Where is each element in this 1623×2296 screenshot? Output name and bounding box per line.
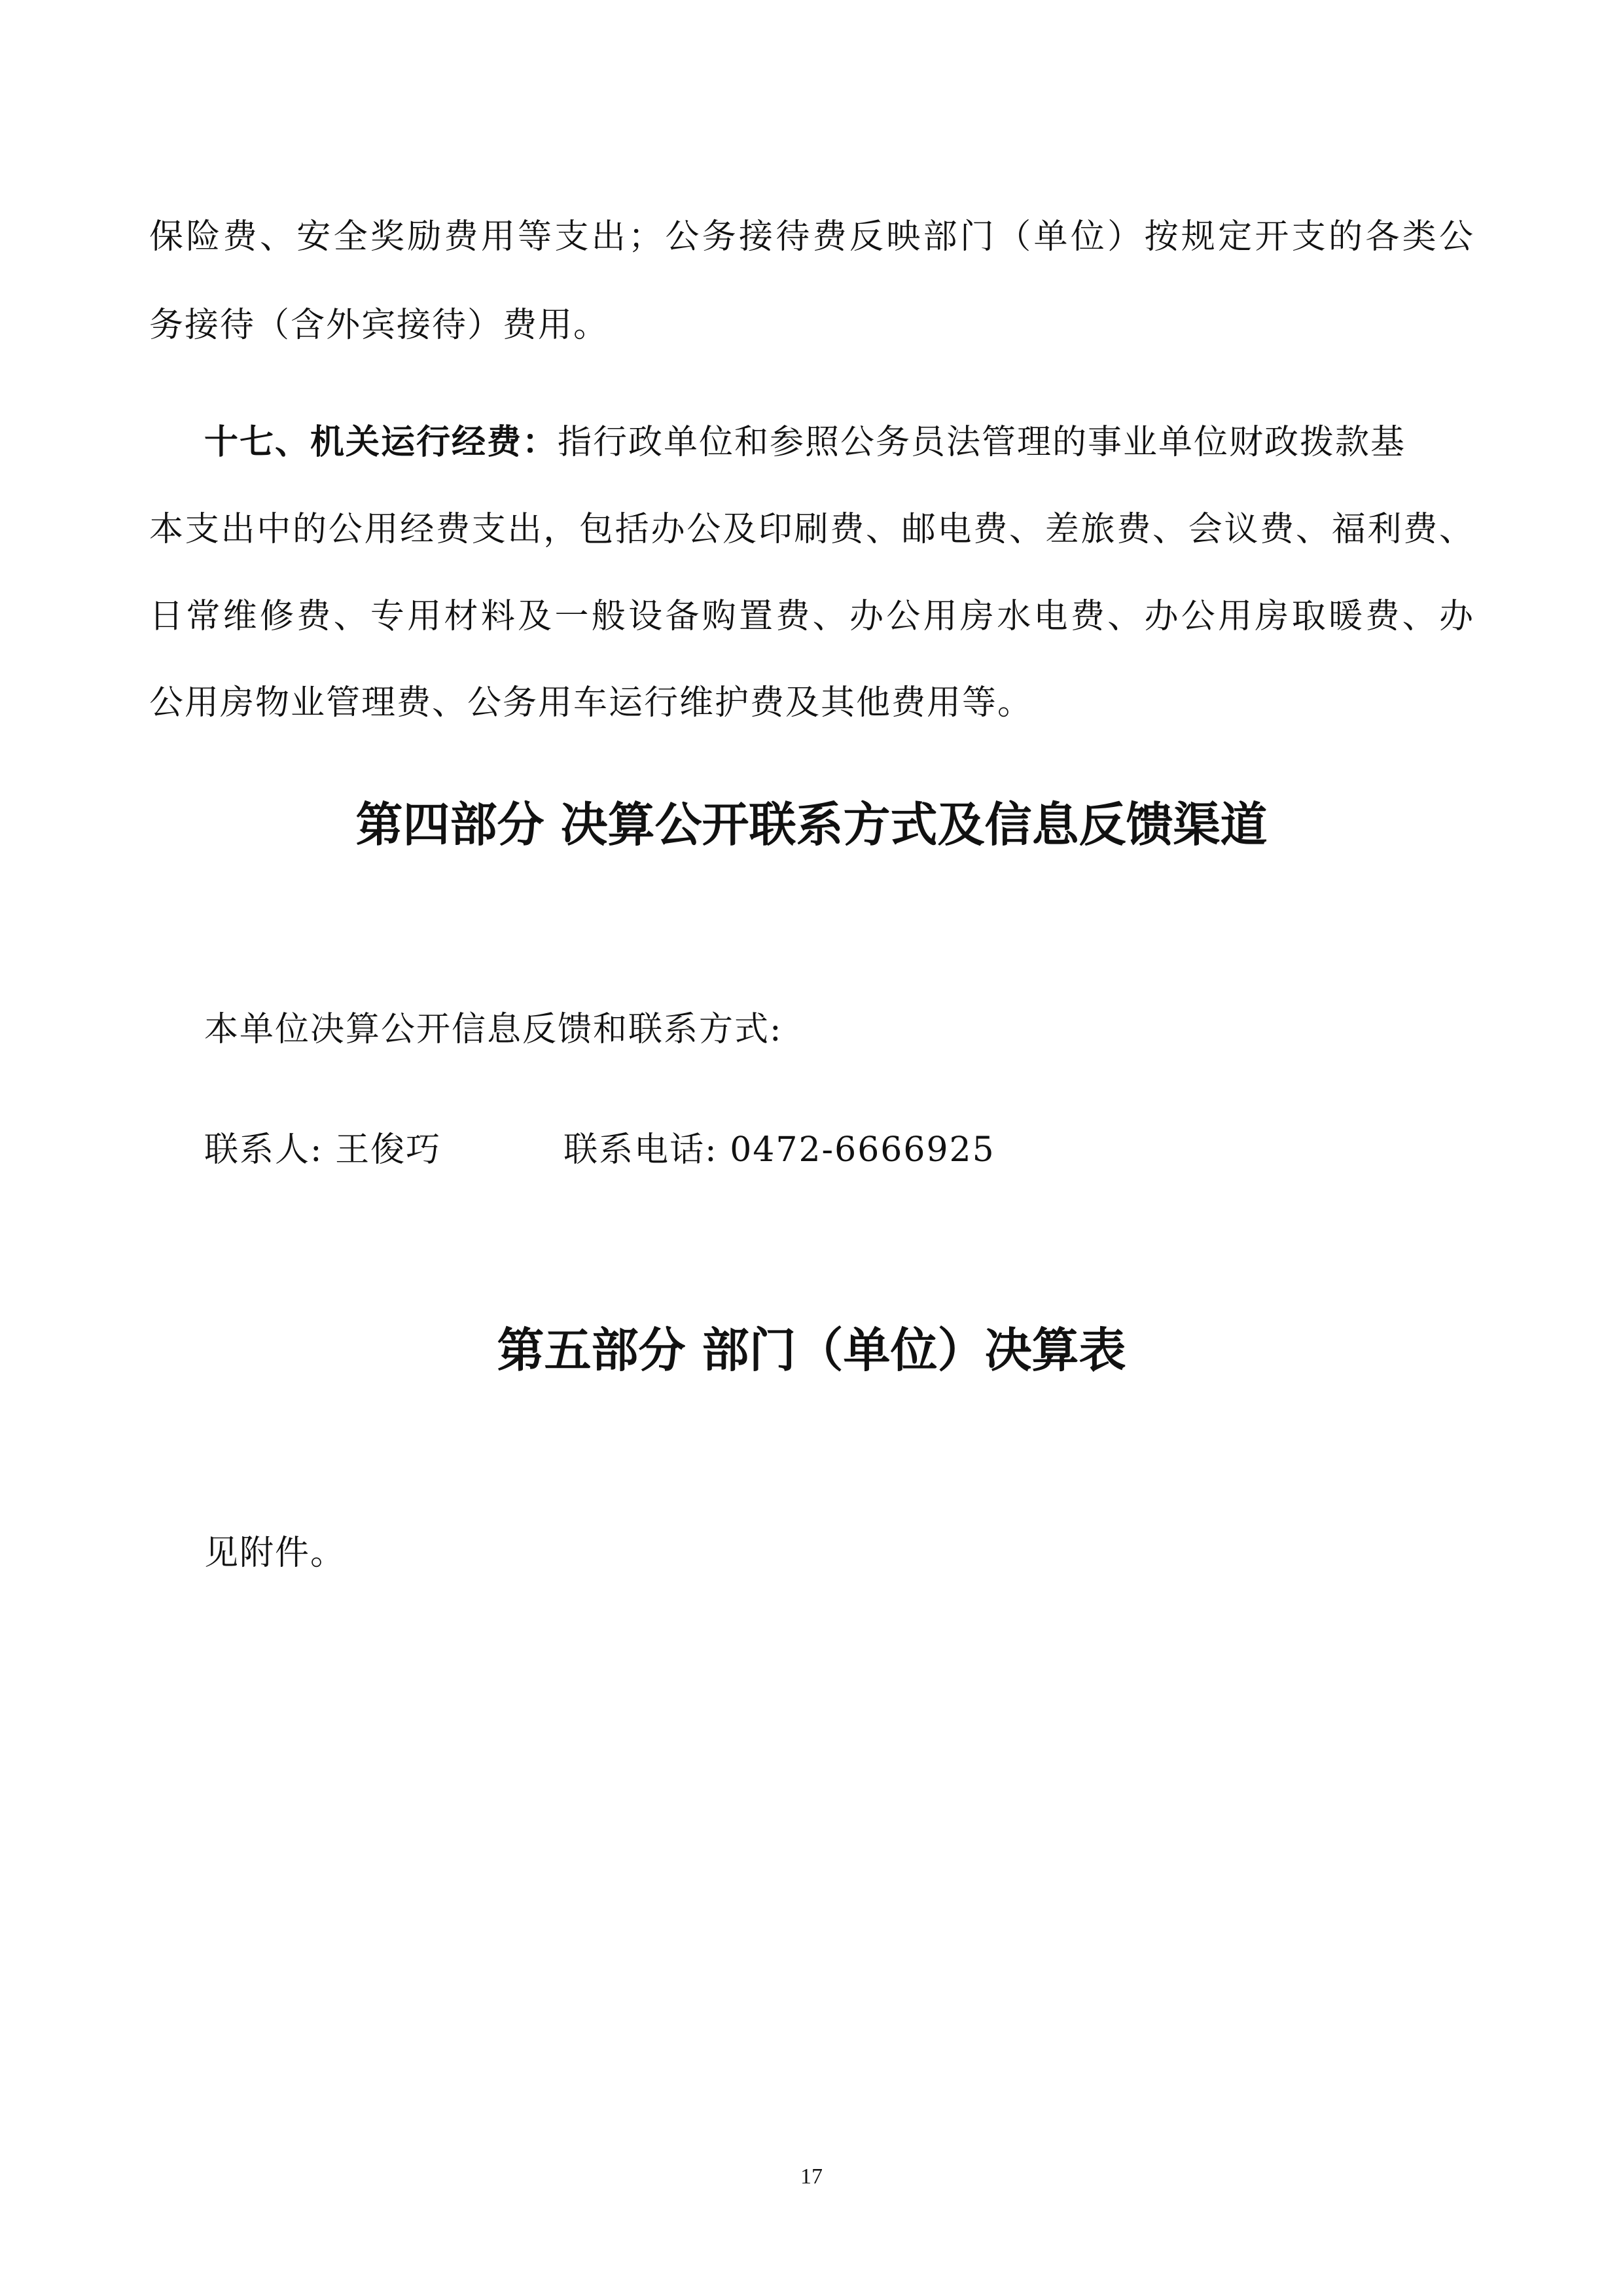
section-4-heading: 第四部分 决算公开联系方式及信息反馈渠道 — [355, 797, 1268, 852]
section-4-intro: 本单位决算公开信息反馈和联系方式: — [204, 1010, 783, 1049]
paragraph-2-title: 十七、机关运行经费： — [204, 422, 558, 462]
contact-line — [204, 1126, 995, 1174]
paragraph-2-line-2: 本支出中的公用经费支出，包括办公及印刷费、邮电费、差旅费、会议费、福利费、 — [149, 510, 1474, 549]
section-5-text: 见附件。 — [204, 1534, 346, 1573]
paragraph-2-line-1 — [204, 419, 1406, 466]
contact-phone-label: 联系电话: — [563, 1130, 718, 1170]
paragraph-1-line-2: 务接待（含外宾接待）费用。 — [149, 306, 609, 345]
contact-person-name: 王俊巧 — [335, 1130, 442, 1170]
section-5-heading: 第五部分 部门（单位）决算表 — [497, 1322, 1126, 1378]
paragraph-1-line-1: 保险费、安全奖励费用等支出；公务接待费反映部门（单位）按规定开支的各类公 — [149, 217, 1474, 257]
contact-phone-number: 0472-6666925 — [730, 1130, 995, 1170]
contact-person-label: 联系人: — [204, 1130, 323, 1170]
page-number: 17 — [800, 2164, 823, 2189]
paragraph-2-line-4: 公用房物业管理费、公务用车运行维护费及其他费用等。 — [149, 683, 1033, 723]
paragraph-2-line-3: 日常维修费、专用材料及一般设备购置费、办公用房水电费、办公用房取暖费、办 — [149, 597, 1474, 636]
paragraph-2-first-text: 指行政单位和参照公务员法管理的事业单位财政拨款基 — [558, 423, 1406, 462]
